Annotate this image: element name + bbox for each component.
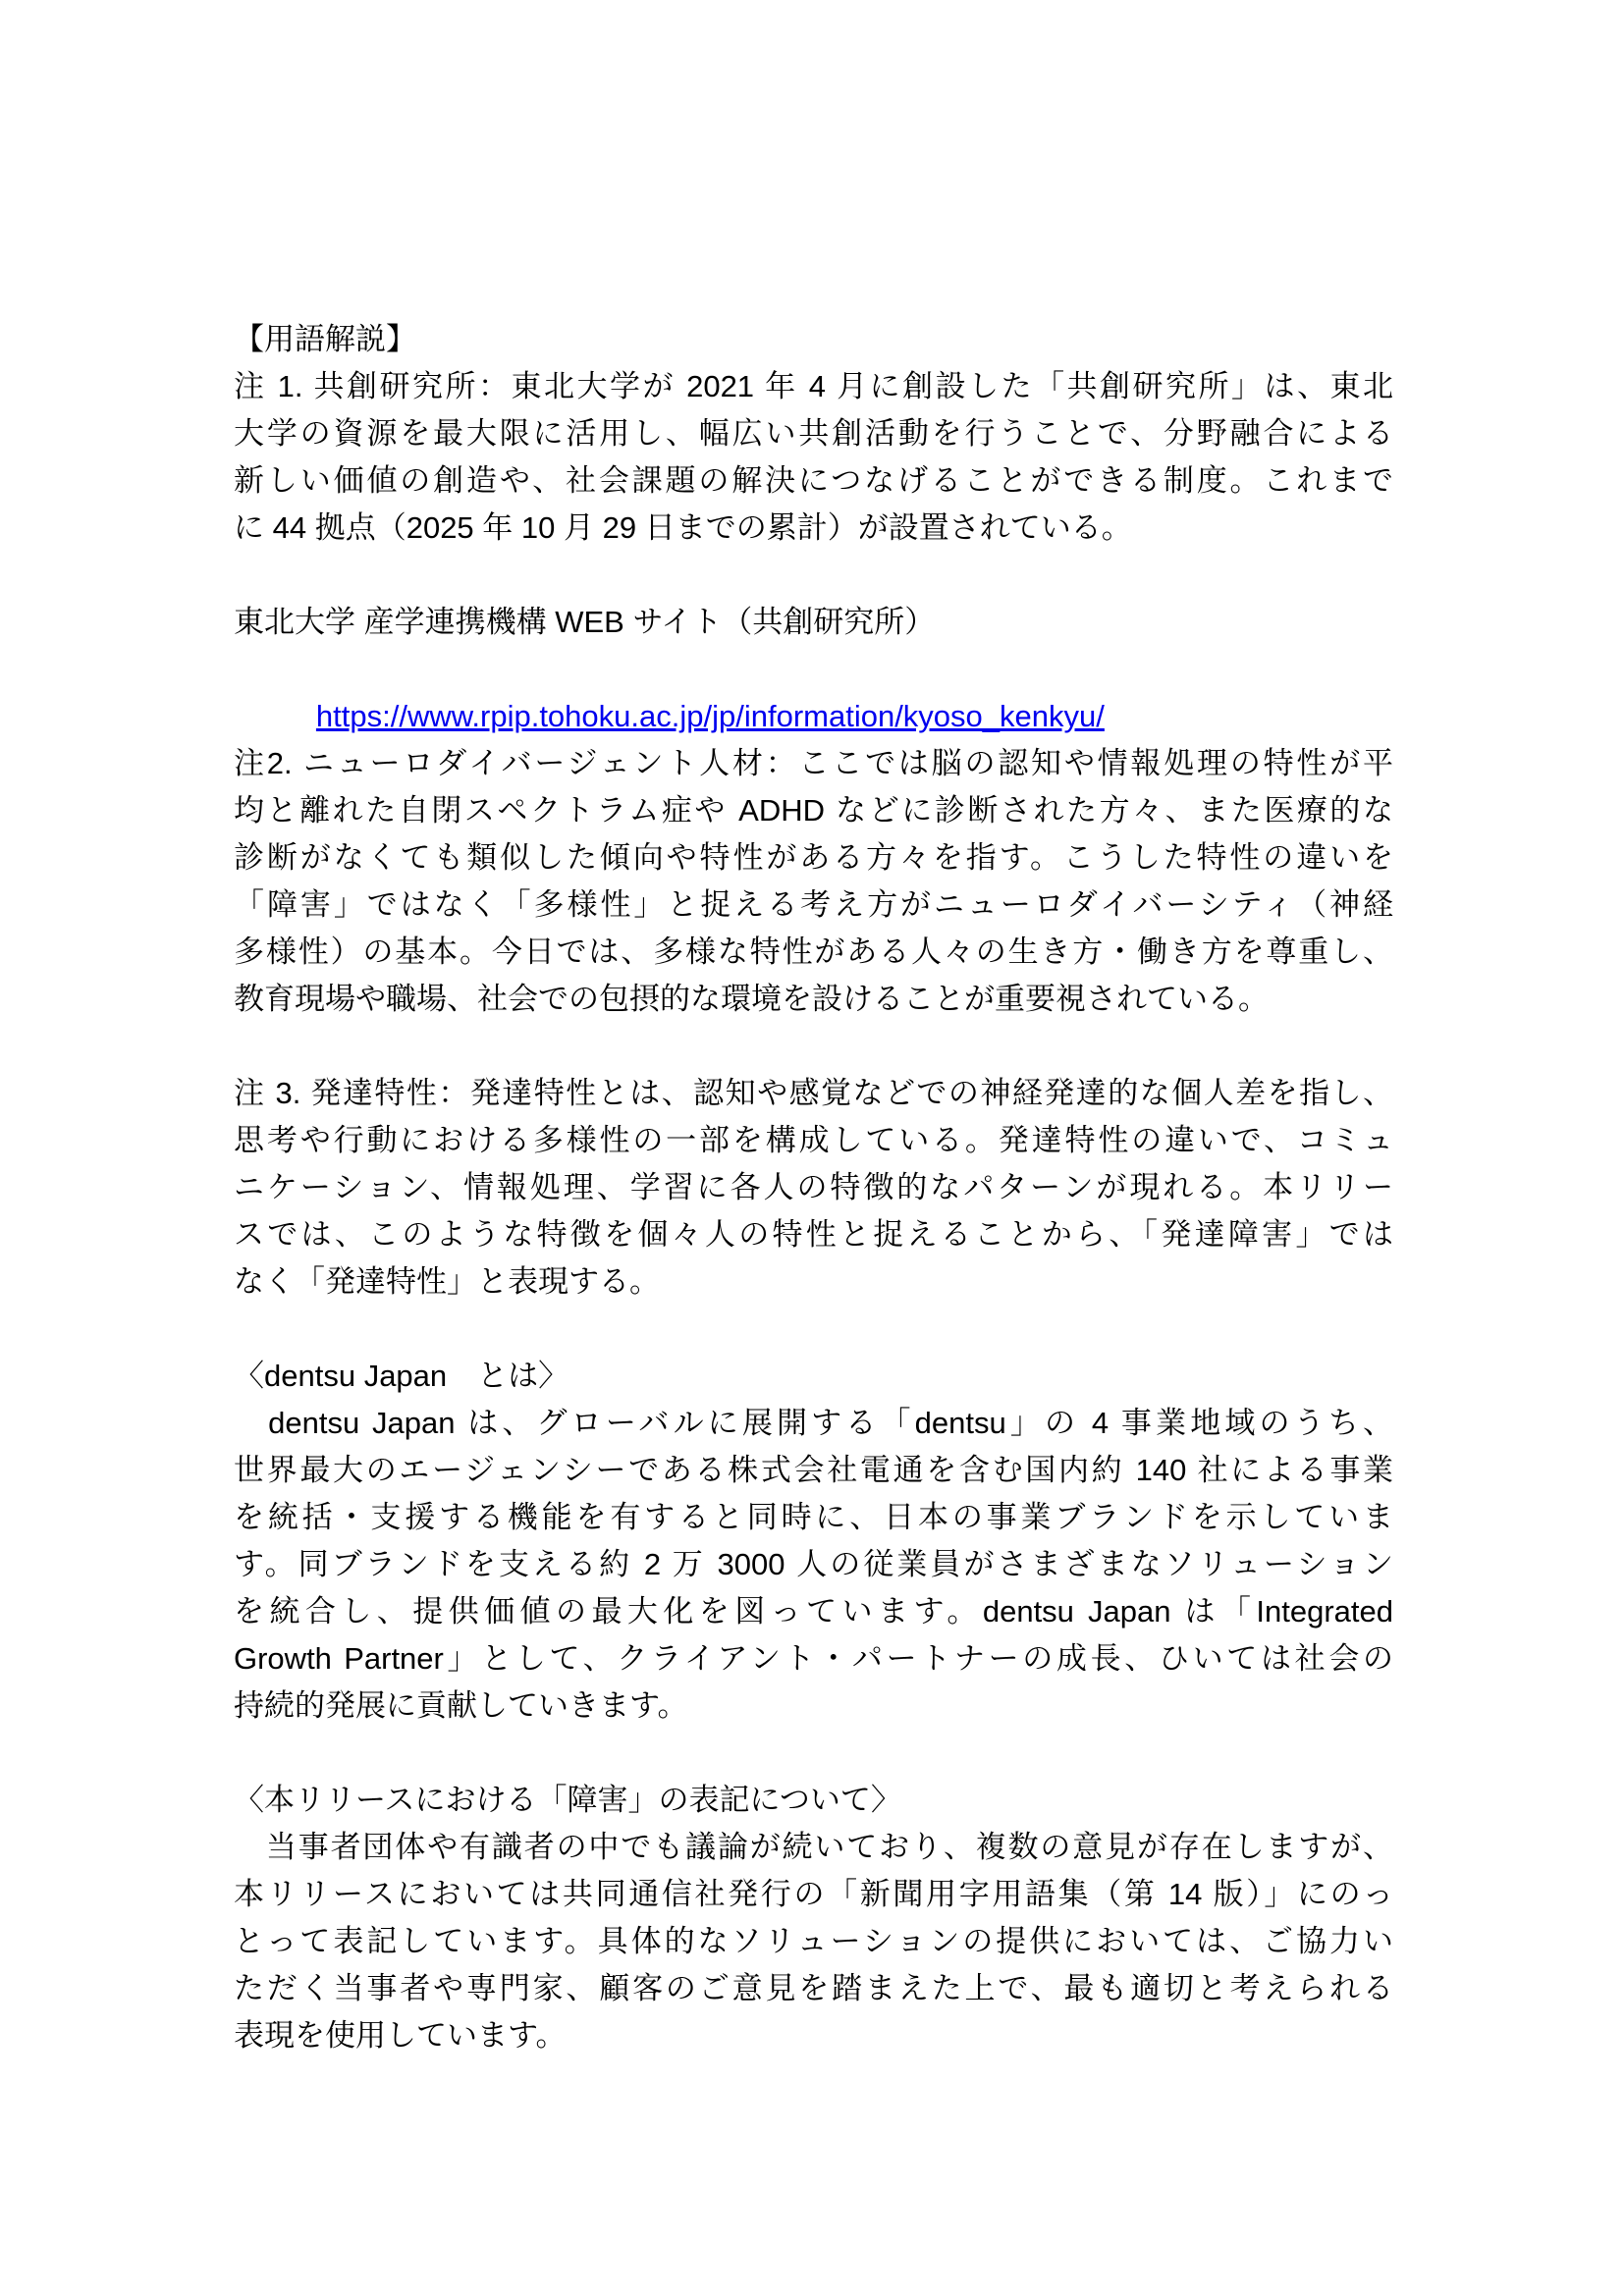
text-line: Growth Partner」として、クライアント・パートナーの成長、ひいては社会の	[234, 1641, 1393, 1676]
note2-paragraph	[234, 740, 1393, 1023]
glossary-section	[234, 316, 1393, 552]
disability-notation-paragraph	[234, 1824, 1393, 2059]
website-link-line	[234, 646, 1393, 733]
text-line: 多様性）の基本。今日では、多様な特性がある人々の生き方・働き方を尊重し、	[234, 934, 1393, 969]
note2-section	[234, 740, 1393, 1023]
text-column	[234, 316, 1393, 2059]
dentsu-japan-paragraph	[234, 1400, 1393, 1730]
glossary-heading: 【用語解説】	[234, 322, 416, 356]
text-line: 「障害」ではなく「多様性」と捉える考え方がニューロダイバーシティ（神経	[234, 887, 1393, 922]
dentsu-japan-section	[234, 1353, 1393, 1730]
text-line: dentsu Japan は、グローバルに展開する「dentsu」の 4 事業地域のうち、	[234, 1406, 1393, 1440]
text-line: 大学の資源を最大限に活用し、幅広い共創活動を行うことで、分野融合による	[234, 416, 1393, 451]
text-line: 注 3. 発達特性：発達特性とは、認知や感覚などでの神経発達的な個人差を指し、	[234, 1076, 1393, 1110]
note3-section	[234, 1070, 1393, 1306]
note1-paragraph	[234, 363, 1393, 552]
text-line: 本リリースにおいては共同通信社発行の「新聞用字用語集（第 14 版）」にのっ	[234, 1877, 1393, 1911]
text-line: 新しい価値の創造や、社会課題の解決につなげることができる制度。これまで	[234, 463, 1393, 498]
website-title: 東北大学 産学連携機構 WEB サイト（共創研究所）	[234, 605, 936, 639]
text-line: 思考や行動における多様性の一部を構成している。発達特性の違いで、コミュ	[234, 1123, 1393, 1157]
text-line: に 44 拠点（2025 年 10 月 29 日までの累計）が設置されている。	[234, 510, 1132, 545]
text-line: スでは、このような特徴を個々人の特性と捉えることから、「発達障害」では	[234, 1217, 1393, 1252]
text-line: を統括・支援する機能を有すると同時に、日本の事業ブランドを示していま	[234, 1500, 1393, 1534]
text-line: 注 1. 共創研究所：東北大学が 2021 年 4 月に創設した「共創研究所」は、東北	[234, 369, 1393, 403]
text-line: 均と離れた自閉スペクトラム症や ADHD などに診断された方々、また医療的な	[234, 793, 1393, 828]
text-line: す。同ブランドを支える約 2 万 3000 人の従業員がさまざまなソリューション	[234, 1547, 1393, 1581]
text-line: 注2. ニューロダイバージェント人材：ここでは脳の認知や情報処理の特性が平	[234, 746, 1393, 780]
text-line: 診断がなくても類似した傾向や特性がある方々を指す。こうした特性の違いを	[234, 840, 1393, 875]
website-section	[234, 599, 1393, 733]
text-line: 表現を使用しています。	[234, 2018, 567, 2053]
text-line: 持続的発展に貢献していきます。	[234, 1688, 688, 1723]
text-line: とって表記しています。具体的なソリューションの提供においては、ご協力い	[234, 1924, 1393, 1958]
text-line: ニケーション、情報処理、学習に各人の特徴的なパターンが現れる。本リリー	[234, 1170, 1393, 1204]
text-line: 当事者団体や有識者の中でも議論が続いており、複数の意見が存在しますが、	[234, 1830, 1393, 1864]
text-line: なく「発達特性」と表現する。	[234, 1264, 660, 1299]
tohoku-website-link[interactable]: https://www.rpip.tohoku.ac.jp/jp/information/kyoso_kenkyu/	[315, 699, 1105, 733]
text-line: 世界最大のエージェンシーである株式会社電通を含む国内約 140 社による事業	[234, 1453, 1393, 1487]
disability-notation-section	[234, 1777, 1393, 2059]
text-line: ただく当事者や専門家、顧客のご意見を踏まえた上で、最も適切と考えられる	[234, 1971, 1393, 2005]
text-line: 教育現場や職場、社会での包摂的な環境を設けることが重要視されている。	[234, 982, 1269, 1016]
disability-notation-heading: 〈本リリースにおける「障害」の表記について〉	[234, 1783, 901, 1817]
dentsu-japan-heading: 〈dentsu Japan とは〉	[234, 1359, 569, 1393]
note3-paragraph	[234, 1070, 1393, 1306]
text-line: を統合し、提供価値の最大化を図っています。dentsu Japan は「Integrated	[234, 1594, 1393, 1629]
